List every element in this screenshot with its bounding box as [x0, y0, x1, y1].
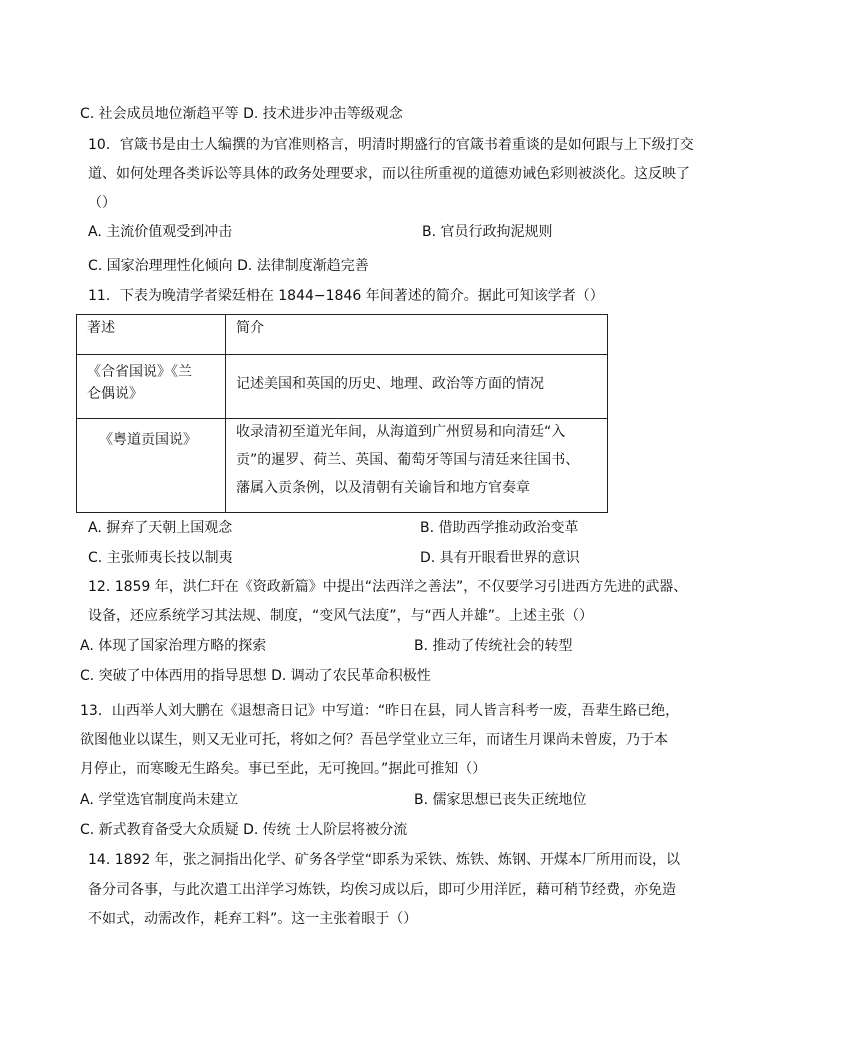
q13-stem-line-1: 13．山西举人刘大鹏在《退想斋日记》中写道：“昨日在县，同人皆言科考一废，吾辈生路已绝，: [80, 703, 680, 719]
table-row: [77, 355, 608, 419]
q10-option-a: A. 主流价值观受到冲击: [88, 224, 233, 240]
q10-options-cd: C. 国家治理理性化倾向 D. 法律制度渐趋完善: [88, 258, 369, 274]
q14-stem-line-2: 备分司各事，与此次遣工出洋学习炼铁，均俟习成以后，即可少用洋匠，藉可稍节经费，亦免造: [88, 882, 676, 898]
table-cell-intro: [226, 419, 608, 513]
table-cell-intro-line-1: 记述美国和英国的历史、地理、政治等方面的情况: [236, 376, 544, 392]
q13-option-a: A. 学堂选官制度尚未建立: [80, 792, 239, 808]
table-row: [77, 419, 608, 513]
table-header-works: [77, 315, 226, 355]
q10-stem-line-2: 道、如何处理各类诉讼等具体的政务处理要求，而以往所重视的道德劝诫色彩则被淡化。这反映了: [88, 166, 690, 182]
table-header-intro-text: 简介: [236, 320, 264, 336]
table-cell-works: [77, 419, 226, 513]
q14-stem-line-1: 14. 1892 年，张之洞指出化学、矿务各学堂“即系为采铁、炼铁、炼钢、开煤本厂所用而设，以: [88, 852, 681, 868]
q12-stem-line-2: 设备，还应系统学习其法规、制度，“变风气法度”，与“西人并雄”。上述主张（）: [88, 608, 594, 624]
q11-option-b: B. 借助西学推动政治变革: [420, 520, 579, 536]
table-cell-intro-line-3: 藩属入贡条例，以及清朝有关谕旨和地方官奏章: [236, 480, 530, 496]
table-cell-works-line-1: 《合省国说》《兰: [87, 364, 192, 380]
table-cell-works-line-1: 《粤道贡国说》: [99, 432, 197, 448]
table-header-intro: [226, 315, 608, 355]
q11-option-c: C. 主张师夷长技以制夷: [88, 550, 233, 566]
q11-table: [76, 314, 608, 513]
q14-stem-line-3: 不如式，动需改作，耗弃工料”。这一主张着眼于（）: [88, 911, 418, 927]
q13-option-b: B. 儒家思想已丧失正统地位: [414, 792, 587, 808]
q11-option-d: D. 具有开眼看世界的意识: [420, 550, 580, 566]
table-cell-intro: [226, 355, 608, 419]
q10-stem-line-3: （）: [88, 195, 116, 211]
table-header-works-text: 著述: [87, 320, 115, 336]
q13-stem-line-2: 欲图他业以谋生，则又无业可托，将如之何？吾邑学堂业立三年，而诸生月课尚未曾废，乃于本: [80, 732, 668, 748]
q11-option-a: A. 摒弃了天朝上国观念: [88, 520, 233, 536]
q11-stem: 11．下表为晚清学者梁廷枏在 1844−1846 年间著述的简介。据此可知该学者（）: [88, 288, 604, 304]
table-cell-intro-line-1: 收录清初至道光年间，从海道到广州贸易和向清廷“入: [236, 424, 566, 440]
q12-option-b: B. 推动了传统社会的转型: [414, 638, 573, 654]
q9-options-cd: C. 社会成员地位渐趋平等 D. 技术进步冲击等级观念: [80, 106, 403, 122]
table-cell-works-line-2: 仑偶说》: [87, 386, 143, 402]
table-cell-intro-line-2: 贡”的暹罗、荷兰、英国、葡萄牙等国与清廷来往国书、: [236, 452, 580, 468]
table-cell-works: [77, 355, 226, 419]
q12-option-a: A. 体现了国家治理方略的探索: [80, 638, 267, 654]
q13-options-cd: C. 新式教育备受大众质疑 D. 传统 士人阶层将被分流: [80, 822, 408, 838]
q12-stem-line-1: 12. 1859 年，洪仁玕在《资政新篇》中提出“法西洋之善法”，不仅要学习引进西方先进的武器、: [88, 579, 688, 595]
q12-options-cd: C. 突破了中体西用的指导思想 D. 调动了农民革命积极性: [80, 668, 431, 684]
table-header-row: [77, 315, 608, 355]
q13-stem-line-3: 月停止，而寒畯无生路矣。事已至此，无可挽回。”据此可推知（）: [80, 761, 487, 777]
q10-stem-line-1: 10．官箴书是由士人编撰的为官准则格言，明清时期盛行的官箴书着重谈的是如何跟与上下级打交: [88, 137, 694, 153]
q10-option-b: B. 官员行政拘泥规则: [422, 224, 553, 240]
